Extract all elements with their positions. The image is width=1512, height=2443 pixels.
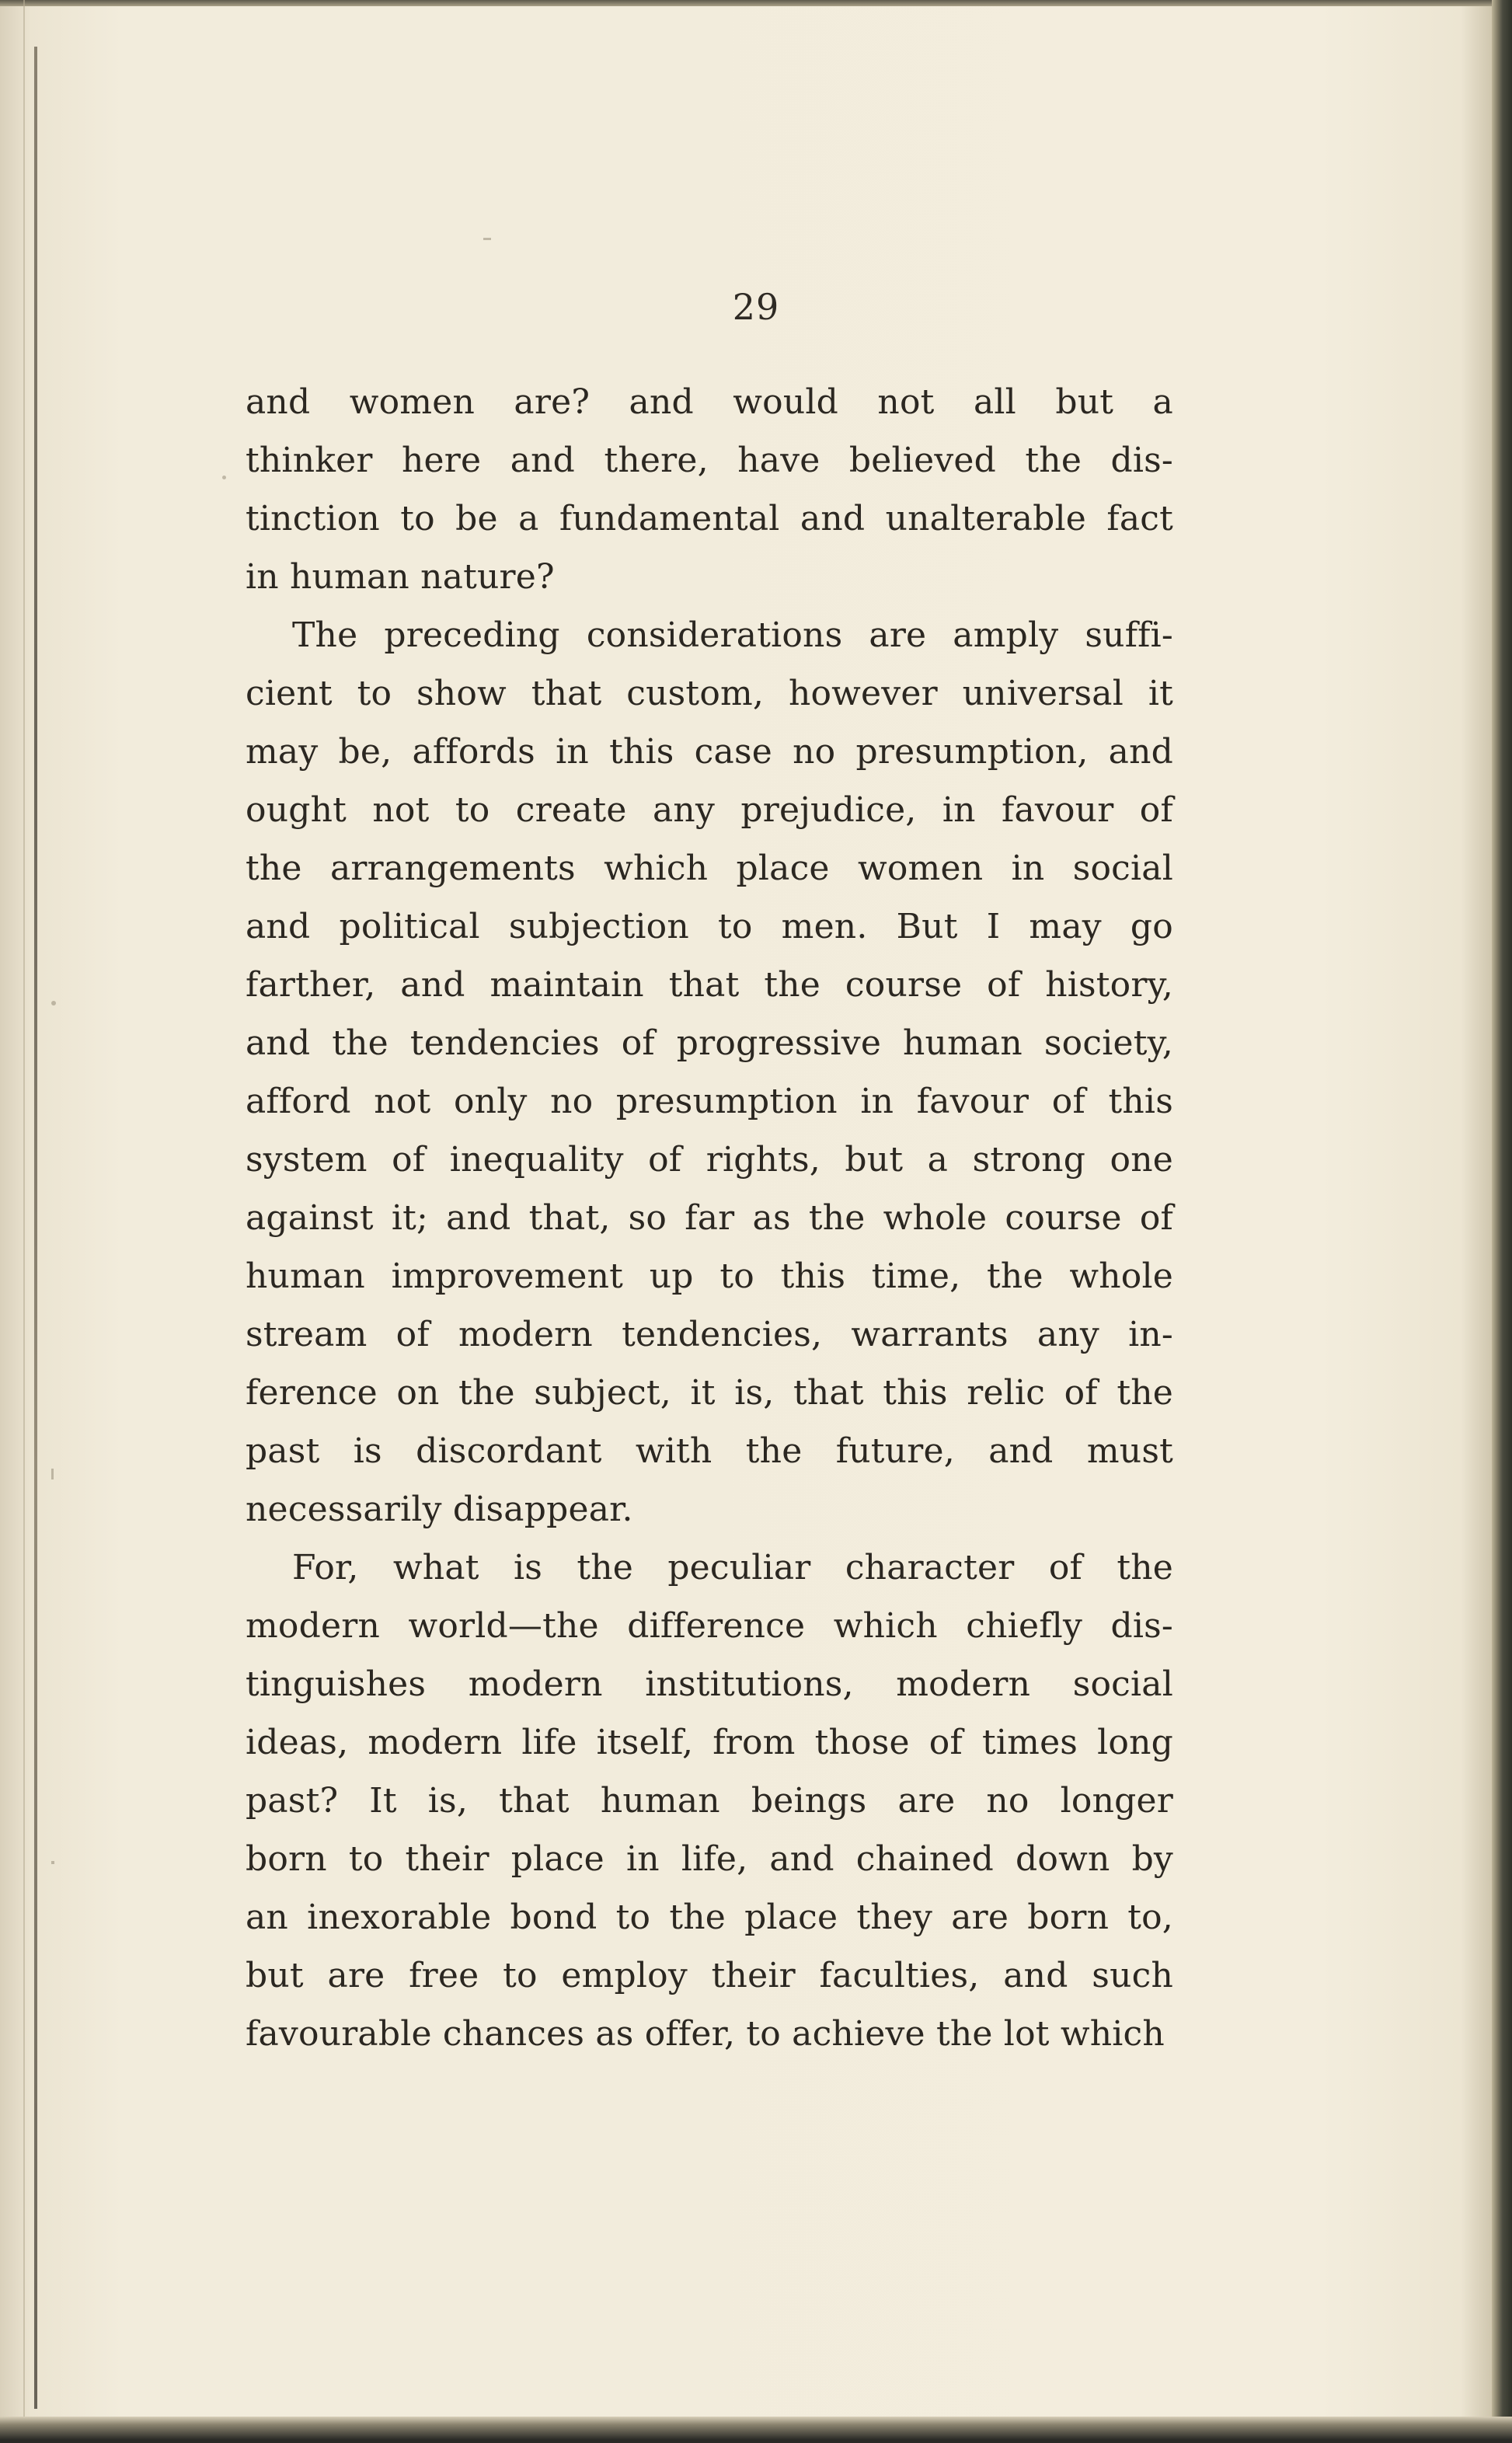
text-line: born to their place in life, and chained down by [246, 1839, 1173, 1879]
paragraph [246, 606, 1173, 1539]
text-line: modern world—the difference which chiefly dis- [246, 1606, 1173, 1646]
page-fore-edge [1492, 0, 1512, 2443]
text-line: cient to show that custom, however universal it [246, 674, 1173, 713]
text-line: in human nature? [246, 557, 555, 597]
text-line: and political subjection to men. But I may go [246, 907, 1173, 946]
text-line: and the tendencies of progressive human society, [246, 1023, 1173, 1063]
text-line: tinction to be a fundamental and unalterable fact [246, 499, 1173, 538]
gutter-shadow [23, 0, 25, 2443]
text-line: human improvement up to this time, the whole [246, 1256, 1173, 1296]
text-line: the arrangements which place women in social [246, 849, 1173, 888]
page-top-edge [0, 0, 1512, 6]
paper-speck [51, 1001, 56, 1005]
page-bottom-edge [0, 2417, 1512, 2443]
text-line: afford not only no presumption in favour of this [246, 1082, 1173, 1121]
body-text [246, 373, 1173, 2063]
text-line: necessarily disappear. [246, 1490, 633, 1529]
paper-speck [222, 476, 226, 479]
text-line: and women are? and would not all but a [246, 382, 1173, 422]
text-line: farther, and maintain that the course of history, [246, 965, 1173, 1005]
text-line: system of inequality of rights, but a strong one [246, 1140, 1173, 1180]
text-line: tinguishes modern institutions, modern social [246, 1664, 1173, 1704]
text-line: The preceding considerations are amply suffi- [292, 615, 1173, 655]
text-line: past? It is, that human beings are no longer [246, 1781, 1173, 1821]
text-line: may be, affords in this case no presumption, and [246, 732, 1173, 772]
text-line: against it; and that, so far as the whole course of [246, 1198, 1173, 1238]
text-line: ference on the subject, it is, that this relic of the [246, 1373, 1173, 1413]
text-line: an inexorable bond to the place they are born to, [246, 1898, 1173, 1937]
paragraph [246, 1539, 1173, 2063]
text-line: For, what is the peculiar character of the [292, 1548, 1173, 1587]
text-line: stream of modern tendencies, warrants any in- [246, 1315, 1173, 1354]
text-line: ideas, modern life itself, from those of times long [246, 1723, 1173, 1762]
text-line: favourable chances as offer, to achieve the lot which [246, 2014, 1165, 2054]
text-line: thinker here and there, have believed the dis- [246, 441, 1173, 480]
paper-speck [51, 1861, 54, 1864]
text-line: ought not to create any prejudice, in favour of [246, 790, 1173, 830]
binding-gutter [34, 47, 37, 2409]
paper-speck [483, 238, 491, 240]
page-number: 29 [732, 286, 780, 328]
paragraph [246, 373, 1173, 606]
text-line: past is discordant with the future, and must [246, 1431, 1173, 1471]
paper-speck [51, 1469, 54, 1479]
text-line: but are free to employ their faculties, and such [246, 1956, 1173, 1995]
